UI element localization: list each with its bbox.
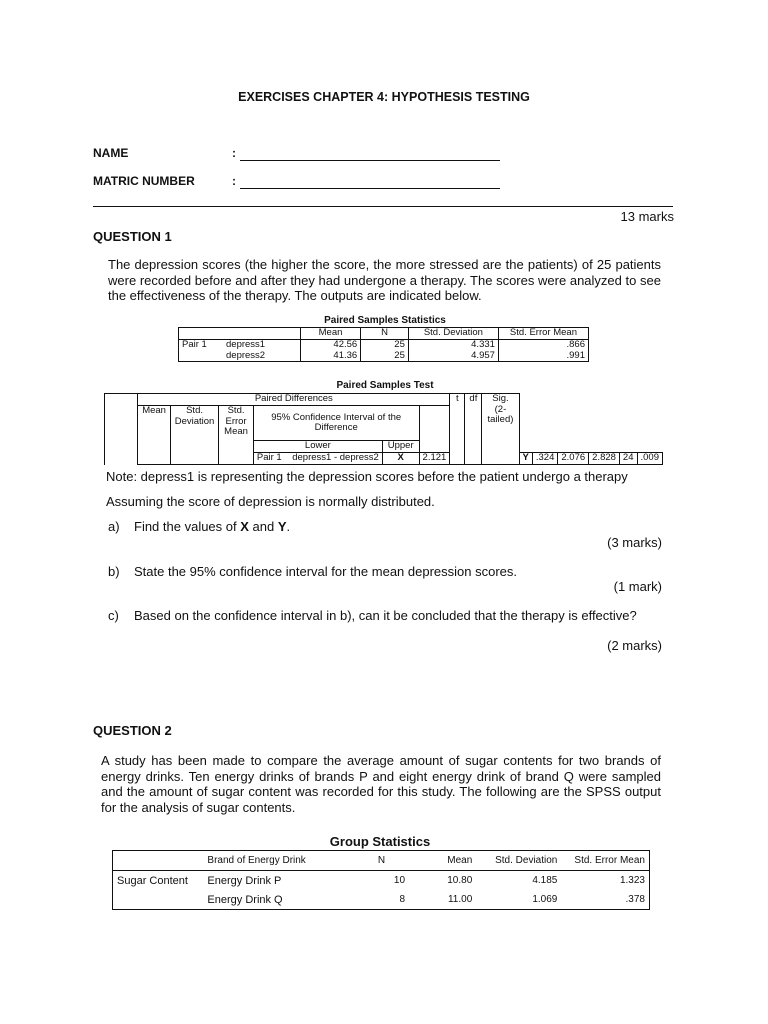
test-header-df: df xyxy=(465,394,482,465)
stats-sd-2: 4.957 xyxy=(471,349,495,361)
test-group-header: Paired Differences xyxy=(138,394,450,406)
question-2-heading: QUESTION 2 xyxy=(93,723,172,738)
stats-var-1: depress1 xyxy=(226,339,266,350)
stats-header-sd: Std. Deviation xyxy=(408,328,498,340)
test-upper: 2.076 xyxy=(558,453,589,465)
part-a-and: and xyxy=(248,519,278,534)
name-colon: : xyxy=(232,146,236,160)
stats-pair-label: Pair 1 xyxy=(182,339,207,350)
test-sig: .009 xyxy=(637,453,663,465)
paired-stats-caption: Paired Samples Statistics xyxy=(324,315,446,326)
group-n-p: 10 xyxy=(393,875,406,886)
part-c-prefix: c) xyxy=(108,608,119,623)
group-stats-table xyxy=(112,850,650,910)
test-header-mean: Mean xyxy=(138,406,171,465)
test-lower: .324 xyxy=(532,453,558,465)
matric-colon: : xyxy=(232,174,236,188)
group-header-sd: Std. Deviation xyxy=(476,851,561,871)
group-n-q: 8 xyxy=(325,890,409,910)
part-c-marks: (2 marks) xyxy=(607,638,662,653)
group-header-se: Std. Error Mean xyxy=(561,851,649,871)
matric-label: MATRIC NUMBER xyxy=(93,174,195,188)
part-c-text: Based on the confidence interval in b), can it be concluded that the therapy is effective? xyxy=(134,608,637,623)
group-var-label: Sugar Content xyxy=(117,874,188,887)
separator-line xyxy=(93,206,673,207)
stats-mean-2: 41.36 xyxy=(333,349,358,361)
stats-sd-1: 4.331 xyxy=(471,339,495,350)
paired-test-table xyxy=(104,393,663,465)
group-stats-caption: Group Statistics xyxy=(329,834,431,849)
total-marks: 13 marks xyxy=(620,209,674,224)
question-2-intro: A study has been made to compare the average amount of sugar contents for two brands of energy drinks. Ten energy drinks of brands P and eight energy drink of brand Q were sampled and the amount of sugar content was recorded for this study. The following are the SPSS output for the analysis of sugar contents. xyxy=(101,753,661,815)
test-sd: 2.121 xyxy=(419,453,450,465)
stats-header-mean: Mean xyxy=(300,328,360,340)
test-row-label: Pair 1 depress1 - depress2 xyxy=(253,453,382,465)
part-a-prefix: a) xyxy=(108,519,120,534)
test-df: 24 xyxy=(619,453,637,465)
stats-header-n: N xyxy=(361,328,409,340)
group-header-brand: Brand of Energy Drink xyxy=(203,851,325,871)
group-sd-p: 4.185 xyxy=(532,875,558,886)
group-mean-p: 10.80 xyxy=(447,875,473,886)
test-header-se: Std. Error Mean xyxy=(219,406,254,465)
part-b-marks: (1 mark) xyxy=(613,579,662,594)
name-field[interactable] xyxy=(240,146,500,161)
group-se-p: 1.323 xyxy=(619,875,645,886)
group-mean-q: 11.00 xyxy=(409,890,476,910)
test-header-sig: Sig. (2-tailed) xyxy=(482,394,519,465)
test-header-t: t xyxy=(450,394,465,465)
stats-row xyxy=(179,340,301,362)
stats-n-1: 25 xyxy=(394,339,405,350)
test-t: 2.828 xyxy=(589,453,620,465)
group-brand-p: Energy Drink P xyxy=(207,874,282,887)
stats-header-se: Std. Error Mean xyxy=(498,328,588,340)
paired-test-caption: Paired Samples Test xyxy=(336,380,434,391)
part-b-text: State the 95% confidence interval for the mean depression scores. xyxy=(134,564,517,579)
part-a-text xyxy=(134,519,290,534)
stats-n-2: 25 xyxy=(394,349,405,361)
group-sd-q: 1.069 xyxy=(476,890,561,910)
test-header-upper: Upper xyxy=(382,441,419,453)
part-a-marks: (3 marks) xyxy=(607,535,662,550)
stats-se-1: .866 xyxy=(566,339,585,350)
name-label: NAME xyxy=(93,146,129,160)
test-header-sd: Std. Deviation xyxy=(170,406,218,465)
test-header-lower: Lower xyxy=(253,441,382,453)
part-a-end: . xyxy=(286,519,291,534)
stats-var-2: depress2 xyxy=(226,349,266,361)
stats-se-2: .991 xyxy=(566,349,585,361)
group-header-mean: Mean xyxy=(409,851,476,871)
part-a-text-main: Find the values of xyxy=(134,519,241,534)
paired-stats-table xyxy=(178,327,589,362)
part-a-x: X xyxy=(240,519,249,534)
group-header-n: N xyxy=(325,851,409,871)
group-brand-q: Energy Drink Q xyxy=(203,890,325,910)
page-title: EXERCISES CHAPTER 4: HYPOTHESIS TESTING xyxy=(238,90,530,104)
test-header-ci: 95% Confidence Interval of the Difference xyxy=(253,406,419,441)
matric-field[interactable] xyxy=(240,174,500,189)
question-1-intro: The depression scores (the higher the score, the more stressed are the patients) of 25 patients were recorded before and after they had undergone a therapy. The scores were analyzed to see the effectiveness of the therapy. The outputs are indicated below. xyxy=(108,257,661,303)
question-1-note: Note: depress1 is representing the depression scores before the patient undergo a therapy xyxy=(106,469,628,484)
test-se-y: Y xyxy=(519,453,532,465)
part-b-prefix: b) xyxy=(108,564,120,579)
question-1-heading: QUESTION 1 xyxy=(93,229,172,244)
stats-mean-1: 42.56 xyxy=(333,339,358,350)
test-mean-x: X xyxy=(382,453,419,465)
group-se-q: .378 xyxy=(561,890,649,910)
question-1-assumption: Assuming the score of depression is normally distributed. xyxy=(106,494,435,509)
part-a-y: Y xyxy=(277,519,287,534)
